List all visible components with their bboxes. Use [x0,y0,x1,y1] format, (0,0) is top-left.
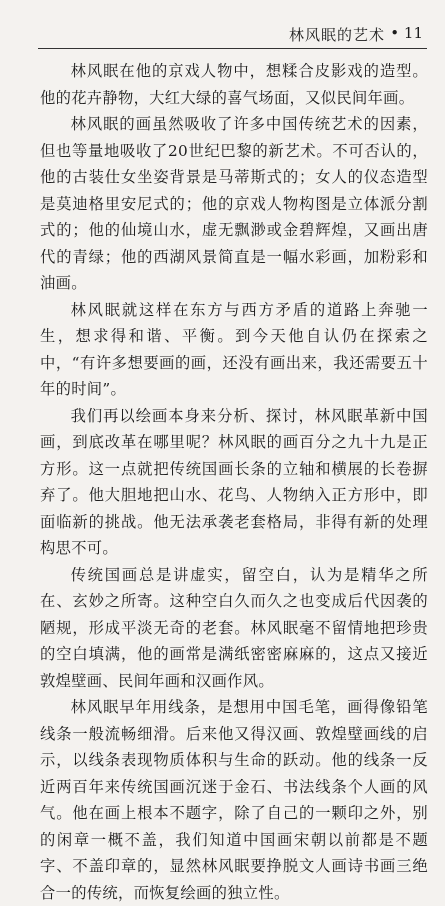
paragraph: 我们再以绘画本身来分析、探讨，林风眠革新中国画，到底改革在哪里呢？林风眠的画百分之九十九是正方形。这一点就把传统国画长条的立轴和横展的长卷摒弃了。他大胆地把山水、花鸟、人物纳入正方形中，即面临新的挑战。他无法承袭老套格局，非得有新的处理构思不可。 [40,406,428,557]
page-number: • 11 [390,24,423,42]
paragraph: 林风眠在他的京戏人物中，想糅合皮影戏的造型。他的花卉静物，大红大绿的喜气场面，又似民间年画。 [40,62,428,107]
paragraph: 林风眠的画虽然吸收了许多中国传统艺术的因素，但也等量地吸收了20世纪巴黎的新艺术。不可否认的，他的古装仕女坐姿背景是马蒂斯式的；女人的仪态造型是莫迪格里安尼式的；他的京戏人物构图是立体派分割式的；他的仙境山水，虚无飘渺或金碧辉煌，又画出唐代的青绿；他的西湖风景简直是一幅水彩画，加粉彩和油画。 [40,115,428,292]
paragraph: 林风眠就这样在东方与西方矛盾的道路上奔驰一生，想求得和谐、平衡。到今天他自认仍在探索之中，“有许多想要画的画，还没有画出来，我还需要五十年的时间”。 [40,300,428,398]
running-head: 林风眠的艺术 [288,26,385,44]
paragraph: 传统国画总是讲虚实，留空白，认为是精华之所在、玄妙之所寄。这种空白久而久之也变成后代因袭的陋规，形成平淡无奇的老套。林风眠毫不留情地把珍贵的空白填满，他的画常是满纸密密麻麻的，这点又接近敦煌壁画、民间年画和汉画作风。 [40,565,428,690]
header-rule [38,48,427,49]
body-text [40,58,428,902]
paragraph: 林风眠早年用线条，是想用中国毛笔，画得像铅笔线条一般流畅细滑。后来他又得汉画、敦煌壁画线的启示，以线条表现物质体积与生命的跃动。他的线条一反近两百年来传统国画沉迷于金石、书法线条个人画的风气。他在画上根本不题字，除了自己的一颗印之外，别的闲章一概不盖，我们知道中国画宋朝以前都是不题字、不盖印章的，显然林风眠要挣脱文人画诗书画三绝合一的传统，而恢复绘画的独立性。 [40,698,428,902]
page-header [0,24,445,46]
